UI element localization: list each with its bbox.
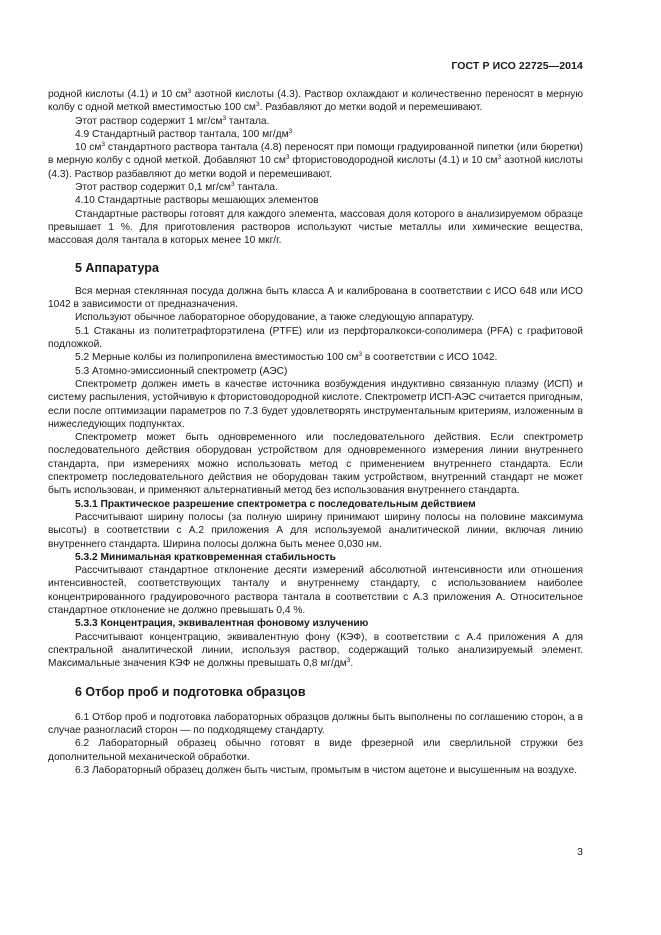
paragraph: Рассчитывают стандартное отклонение десяти измерений абсолютной интенсивности или отношения интенсивностей, соответствующих танталу и внутреннему стандарту, с использованием наиболее концентрированного градуировочного раствора тантала в соответствии с А.3 приложения А. Относительное стандартное отклонение не должно превышать 0,4 %. (48, 565, 583, 616)
paragraph: Спектрометр должен иметь в качестве источника возбуждения индуктивно связанную плазму (ИСП) и систему распыления, устойчивую к фтористоводородной кислоте. Спектрометр ИСП-АЭС считается пригодным, если после оптимизации параметров по 7.3 будет удовлетворять инструментальным критериям, изложенным в нижеследующих подпунктах. (48, 378, 583, 430)
clause-5-1: 5.1 Стаканы из политетрафторэтилена (PTFE) или из перфторалкокси-сополимера (PFA) с графитовой подложкой. (48, 325, 583, 351)
clause-4-10-heading: 4.10 Стандартные растворы мешающих элементов (75, 195, 319, 207)
clause-6-1: 6.1 Отбор проб и подготовка лабораторных образцов должны быть выполнены по соглашению сторон, а в случае разногласий сторон — по подходящему стандарту. (48, 711, 583, 737)
paragraph: Рассчитывают концентрацию, эквивалентную фону (КЭФ), в соответствии с А.4 приложения А для спектральной аналитической линии, используя раствор, содержащий только анализируемый элемент. Максимальные значения КЭФ не должны превышать 0,8 $мг/дм^3$. (48, 631, 583, 670)
paragraph: родной кислоты (4.1) и 10 $см^3$ азотной кислоты (4.3). Раствор охлаждают и количественно переносят в мерную колбу с одной меткой вместимостью 100 $см^3$. Разбавляют до метки водой и перемешивают. (48, 88, 583, 114)
paragraph: Спектрометр может быть одновременного или последовательного действия. Если спектрометр последовательного действия оборудован устройством для одновременного измерения линии внутреннего стандарта, при измерениях можно использовать метод с применением внутреннего стандарта. Если спектрометр последовательного действия не оборудован таким устройством, внутренний стандарт не может быть использован, и применяют альтернативный метод без использования внутреннего стандарта. (48, 432, 583, 497)
clause-4-9-heading: 4.9 Стандартный раствор тантала, 100 $мг/дм^3$ (75, 127, 293, 140)
paragraph: Вся мерная стеклянная посуда должна быть класса А и калибрована в соответствии с ИСО 648 или ИСО 1042 в зависимости от предназначения. (48, 285, 583, 311)
clause-5-3-heading: 5.3 Атомно-эмиссионный спектрометр (АЭС) (75, 365, 288, 377)
clause-6-2: 6.2 Лабораторный образец обычно готовят в виде фрезерной или сверлильной стружки без дополнительной механической обработки. (48, 738, 583, 763)
paragraph: Стандартные растворы готовят для каждого элемента, массовая доля которого в анализируемом образце превышает 1 %. Для приготовления растворов используют чистые металлы или химические вещества, массовая доля тантала в которых менее 10 мкг/г. (48, 208, 583, 247)
paragraph: Рассчитывают ширину полосы (за полную ширину принимают ширину полосы на половине максимума высоты) в соответствии с А.2 приложения А для используемой аналитической линии, включая линию внутреннего стандарта. Ширина полосы должна быть менее 0,030 нм. (48, 511, 583, 550)
clause-5-3-1-heading: 5.3.1 Практическое разрешение спектрометра с последовательным действием (75, 498, 476, 510)
paragraph: 10 $см^3$ стандартного раствора тантала (4.8) переносят при помощи градуированной пипетки (или бюретки) в мерную колбу с одной меткой. Добавляют 10 $см^3$ фтористоводородной кислоты (4.1) и 10 $см^3$ азотной кислоты (4.3). Раствор разбавляют до метки водой и перемешивают. (48, 141, 584, 180)
section-6-heading: 6 Отбор проб и подготовка образцов (75, 685, 306, 700)
clause-5-2: 5.2 Мерные колбы из полипропилена вместимостью 100 $см^3$ в соответствии с ИСО 1042. (75, 351, 498, 364)
paragraph: Используют обычное лабораторное оборудование, а также следующую аппаратуру. (75, 312, 475, 324)
document-id-header: ГОСТ Р ИСО 22725—2014 (451, 60, 583, 72)
document-body (48, 88, 583, 777)
paragraph: Этот раствор содержит 0,1 $мг/см^3$ тантала. (75, 181, 278, 194)
section-5-heading: 5 Аппаратура (75, 260, 159, 275)
page-number: 3 (577, 846, 583, 858)
clause-5-3-2-heading: 5.3.2 Минимальная кратковременная стабильность (75, 551, 336, 563)
clause-6-3: 6.3 Лабораторный образец должен быть чистым, промытым в чистом ацетоне и высушенным на воздухе. (75, 764, 577, 776)
clause-5-3-3-heading: 5.3.3 Концентрация, эквивалентная фоновому излучению (75, 618, 369, 630)
paragraph: Этот раствор содержит 1 $мг/см^3$ тантала. (75, 114, 270, 127)
